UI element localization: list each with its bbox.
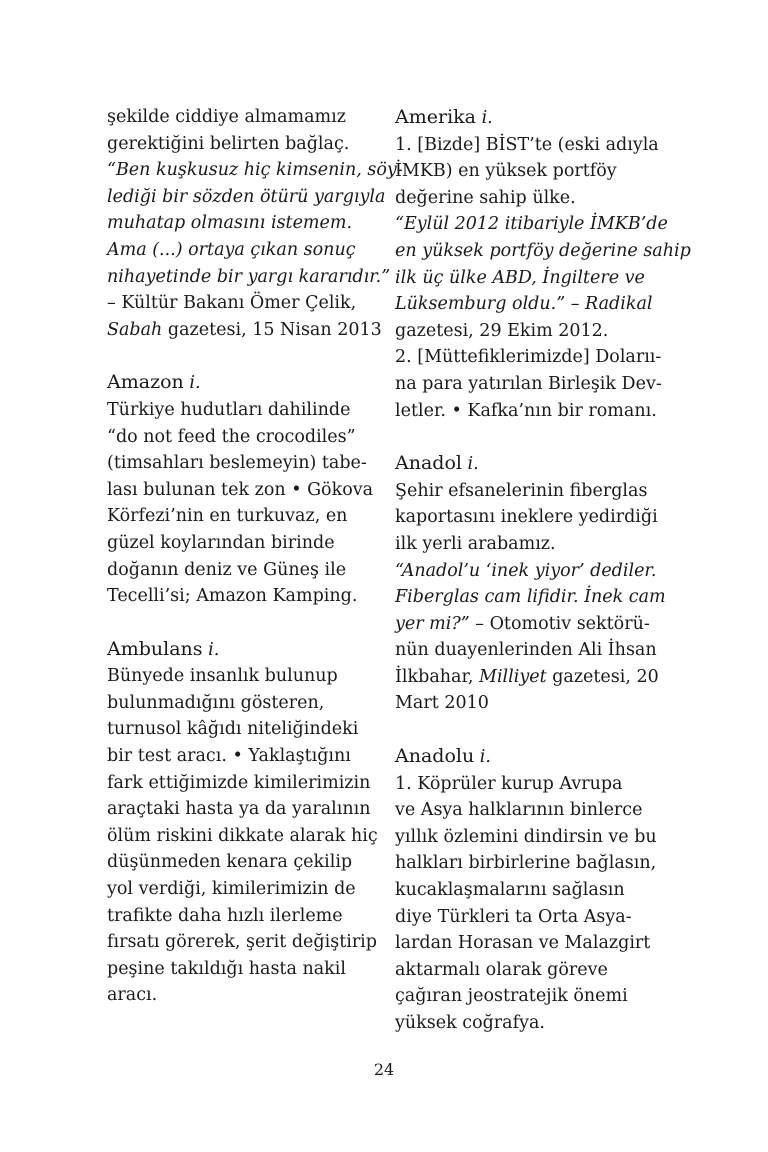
definition-line: diye Türkleri ta Orta Asya- (395, 906, 632, 927)
headword: Ambulans (107, 637, 203, 660)
entry-ambulans (107, 636, 378, 1009)
definition-line: ölüm riskini dikkate alarak hiç (107, 825, 378, 846)
entry-heading (107, 636, 373, 664)
entry-gap (107, 610, 373, 636)
definition-line: trafikte daha hızlı ilerleme (107, 905, 343, 926)
headword: Amazon (107, 371, 184, 394)
entry-heading (107, 369, 373, 397)
source-line: – Kültür Bakanı Ömer Çelik, (107, 293, 357, 314)
entry-amazon (107, 369, 373, 609)
quote-line: “Ben kuşkusuz hiç kimsenin, söy- (107, 160, 403, 181)
quote-line: “Eylül 2012 itibariyle İMKB’de (395, 214, 668, 235)
source-line: – Otomotiv sektörü- (469, 613, 650, 634)
right-column (395, 104, 691, 1037)
definition-line: fırsatı görerek, şerit değiştirip (107, 932, 377, 953)
definition-line: gerektiğini belirten bağlaç. (107, 133, 350, 154)
definition-line: yıllık özlemini dindirsin ve bu (395, 826, 657, 847)
quote-line: “Anadol’u ‘inek yiyor’ dediler. (395, 560, 657, 581)
entry-amerika (395, 104, 691, 424)
definition-line: bulunmadığını gösteren, (107, 692, 325, 713)
headword: Amerika (395, 106, 476, 128)
quote-line: ilk üç ülke ABD, İngiltere ve (395, 267, 645, 288)
definition-line: Türkiye hudutları dahilinde (107, 399, 351, 420)
source-title: Radikal (585, 294, 653, 315)
part-of-speech: i. (189, 373, 201, 394)
definition-line: lardan Horasan ve Malazgirt (395, 933, 651, 954)
definition-line: yol verdiği, kimilerimizin de (107, 879, 356, 900)
quote-line: muhatap olmasını istemem. (107, 213, 353, 234)
definition-line: aktarmalı olarak göreve (395, 959, 608, 980)
definition-line: çağıran jeostratejik önemi (395, 986, 628, 1007)
definition-line: 2. [Müttefiklerimizde] Dolarıı- (395, 347, 662, 368)
part-of-speech: i. (481, 108, 493, 128)
definition-line: bir test aracı. • Yaklaştığını (107, 746, 351, 767)
entry-gap (395, 717, 661, 743)
quote-line: Ama (...) ortaya çıkan sonuç (107, 239, 356, 260)
definition-line: yüksek coğrafya. (395, 1013, 545, 1033)
definition-line: aracı. (107, 985, 158, 1006)
quote-dash: – (565, 294, 586, 315)
definition-line: letler. • Kafka’nın bir romanı. (395, 400, 657, 421)
part-of-speech: i. (208, 639, 220, 660)
definition-line: ve Asya halklarının binlerce (395, 800, 643, 821)
source-detail: gazetesi, 15 Nisan 2013 (162, 319, 382, 340)
definition-line: lası bulunan tek zon • Gökova (107, 479, 374, 500)
source-line: Mart 2010 (395, 693, 489, 714)
quote-line (395, 291, 661, 318)
source-title: Sabah (107, 319, 163, 340)
quote-line: en yüksek portföy değerine sahip (395, 240, 691, 261)
definition-line: Tecelli’si; Amazon Kamping. (107, 586, 358, 607)
definition-line: değerine sahip ülke. (395, 187, 576, 208)
definition-line: fark ettiğimizde kimilerimizin (107, 772, 371, 793)
definition-line: güzel koylarından birinde (107, 532, 335, 553)
source-title: Milliyet (479, 666, 547, 687)
quote-line: lediği bir sözden ötürü yargıyla (107, 186, 386, 207)
part-of-speech: i. (479, 747, 491, 768)
source-line: nün duayenlerinden Ali İhsan (395, 640, 657, 661)
page-number: 24 (373, 1060, 395, 1079)
definition-line: Körfezi’nin en turkuvaz, en (107, 506, 348, 527)
definition-line: araçtaki hasta ya da yaralının (107, 799, 371, 820)
definition-line: doğanın deniz ve Güneş ile (107, 559, 347, 580)
left-column (107, 104, 403, 1009)
definition-line: ilk yerli arabamız. (395, 533, 556, 554)
quote-end: yer mi?” (395, 613, 470, 634)
part-of-speech: i. (467, 454, 479, 475)
definition-line: kaportasını ineklere yedirdiği (395, 507, 658, 528)
definition-line: düşünmeden kenara çekilip (107, 852, 353, 873)
entry-gap (395, 424, 661, 450)
quote-end: Lüksemburg oldu.” (395, 294, 566, 315)
entry-continuation (107, 104, 403, 343)
definition-line: peşine takıldığı hasta nakil (107, 958, 346, 979)
definition-line: İMKB) en yüksek portföy (395, 161, 617, 182)
entry-anadolu (395, 743, 661, 1037)
definition-line: kucaklaşmalarını sağlasın (395, 880, 625, 901)
source-author: İlkbahar, (395, 666, 480, 687)
source-line (395, 664, 661, 691)
entry-gap (107, 343, 373, 369)
definition-line: turnusol kâğıdı niteliğindeki (107, 719, 359, 740)
source-line: gazetesi, 29 Ekim 2012. (395, 320, 609, 341)
source-detail: gazetesi, 20 (546, 666, 659, 687)
definition-line: 1. Köprüler kurup Avrupa (395, 773, 623, 794)
definition-line: “do not feed the crocodiles” (107, 426, 356, 447)
definition-line: Bünyede insanlık bulunup (107, 666, 338, 687)
entry-heading (395, 104, 661, 132)
quote-line (395, 611, 661, 638)
definition-line: na para yatırılan Birleşik Dev- (395, 373, 662, 394)
entry-anadol (395, 450, 666, 717)
entry-heading (395, 743, 661, 771)
definition-line: şekilde ciddiye almamamız (107, 107, 346, 127)
definition-line: Şehir efsanelerinin fiberglas (395, 480, 648, 501)
quote-line: Fiberglas cam lifidir. İnek cam (395, 587, 666, 608)
definition-line: (timsahları beslemeyin) tabe- (107, 453, 367, 474)
headword: Anadolu (395, 745, 475, 768)
source-line (107, 317, 382, 344)
definition-line: 1. [Bizde] BİST’te (eski adıyla (395, 134, 659, 155)
definition-line: halkları birbirlerine bağlasın, (395, 853, 657, 874)
headword: Anadol (395, 452, 462, 475)
entry-heading (395, 450, 661, 478)
quote-line: nihayetinde bir yargı kararıdır.” (107, 266, 391, 287)
